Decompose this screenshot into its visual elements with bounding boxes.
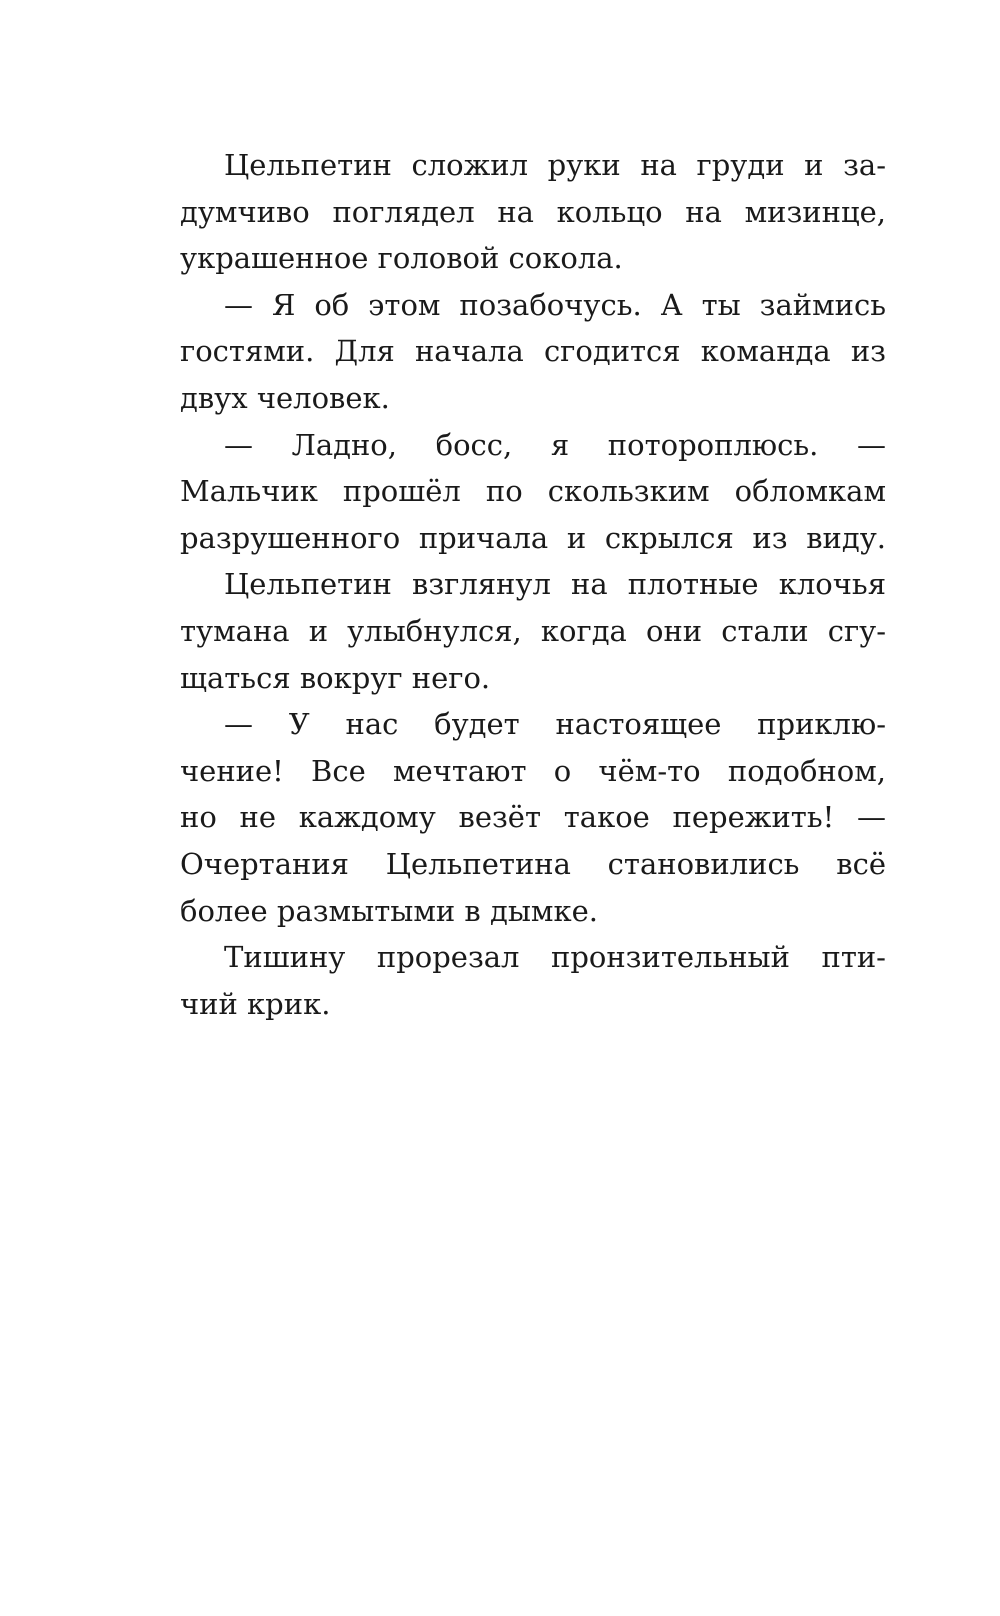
body-text xyxy=(180,142,886,1027)
text-line: — Ладно, босс, я потороплюсь. — xyxy=(224,427,886,462)
text-line: — Я об этом позабочусь. А ты займись xyxy=(224,287,886,322)
text-line: Цельпетин взглянул на плотные клочья xyxy=(224,567,886,602)
text-line: двух человек. xyxy=(180,380,390,415)
text-line: чение! Все мечтают о чём-то подобном, xyxy=(180,753,886,788)
text-line: — У нас будет настоящее приклю- xyxy=(224,707,886,742)
text-line: тумана и улыбнулся, когда они стали сгу- xyxy=(180,613,886,648)
text-line: щаться вокруг него. xyxy=(180,660,491,695)
text-line: Мальчик прошёл по скользким обломкам xyxy=(180,474,886,509)
text-line: чий крик. xyxy=(180,986,331,1021)
text-line: более размытыми в дымке. xyxy=(180,893,598,928)
text-line: украшенное головой сокола. xyxy=(180,241,623,276)
text-line: разрушенного причала и скрылся из виду. xyxy=(180,520,886,555)
text-line: но не каждому везёт такое пережить! — xyxy=(180,800,886,835)
text-line: думчиво поглядел на кольцо на мизинце, xyxy=(180,194,886,229)
text-line: гостями. Для начала сгодится команда из xyxy=(180,334,886,369)
text-line: Очертания Цельпетина становились всё xyxy=(180,846,886,881)
text-line: Цельпетин сложил руки на груди и за- xyxy=(224,148,886,182)
text-line: Тишину прорезал пронзительный пти- xyxy=(224,940,886,975)
